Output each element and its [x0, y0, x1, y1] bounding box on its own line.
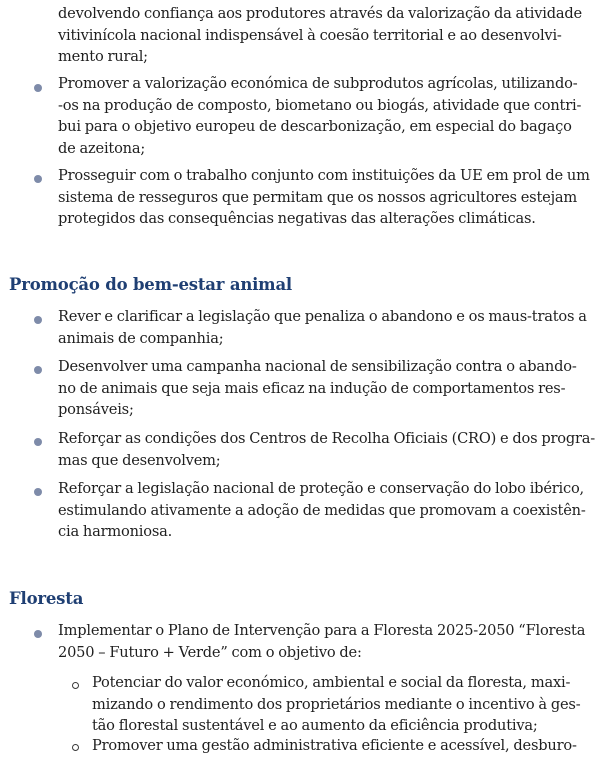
- text-line: mizando o rendimento dos proprietários mediante o incentivo à ges-: [92, 695, 581, 713]
- bullet-icon: [34, 630, 42, 638]
- text-line: Promover a valorização económica de subprodutos agrícolas, utilizando-: [58, 75, 578, 92]
- text-line: animais de companhia;: [58, 329, 224, 347]
- text-line: Promover uma gestão administrativa eficiente e acessível, desburo-: [92, 737, 577, 754]
- text-line: mas que desenvolvem;: [58, 451, 221, 469]
- text-line: cia harmoniosa.: [58, 523, 173, 540]
- continued-paragraph: [58, 3, 582, 68]
- section-heading-forest: Floresta: [9, 589, 84, 608]
- text-line: Rever e clarificar a legislação que penaliza o abandono e os maus-tratos a: [58, 308, 587, 325]
- text-line: Implementar o Plano de Intervenção para a Floresta 2025-2050 “Floresta: [58, 622, 586, 639]
- text-line: Reforçar as condições dos Centros de Recolha Oficiais (CRO) e dos progra-: [58, 430, 595, 447]
- text-line: mento rural;: [58, 48, 148, 65]
- list-item: [58, 478, 586, 543]
- bullet-icon: [34, 175, 42, 183]
- text-line: -os na produção de composto, biometano ou biogás, atividade que contri-: [58, 96, 582, 114]
- sub-bullet-icon: [72, 744, 79, 751]
- text-line: devolvendo confiança aos produtores através da valorização da atividade: [58, 5, 582, 22]
- list-item: [58, 356, 577, 421]
- text-line: tão florestal sustentável e ao aumento da eficiência produtiva;: [92, 717, 538, 734]
- text-line: Potenciar do valor económico, ambiental e social da floresta, maxi-: [92, 674, 571, 691]
- text-line: de azeitona;: [58, 139, 146, 157]
- list-item: [58, 165, 590, 230]
- text-line: vitivinícola nacional indispensável à coesão territorial e ao desenvolvi-: [58, 26, 562, 44]
- list-item: [58, 73, 582, 159]
- bullet-icon: [34, 84, 42, 92]
- text-line: bui para o objetivo europeu de descarbonização, em especial do bagaço: [58, 118, 572, 135]
- bullet-icon: [34, 438, 42, 446]
- bullet-icon: [34, 366, 42, 374]
- text-line: Reforçar a legislação nacional de proteção e conservação do lobo ibérico,: [58, 480, 584, 497]
- list-item: [58, 428, 595, 471]
- sub-list-item: [92, 735, 577, 757]
- section-heading-animal-welfare: Promoção do bem-estar animal: [9, 275, 292, 294]
- sub-list-item: [92, 672, 581, 737]
- bullet-icon: [34, 488, 42, 496]
- sub-bullet-icon: [72, 682, 79, 689]
- text-line: no de animais que seja mais eficaz na indução de comportamentos res-: [58, 379, 566, 397]
- list-item: [58, 620, 586, 663]
- text-line: estimulando ativamente a adoção de medidas que promovam a coexistên-: [58, 501, 586, 519]
- text-line: ponsáveis;: [58, 401, 134, 418]
- bullet-icon: [34, 316, 42, 324]
- text-line: Prosseguir com o trabalho conjunto com instituições da UE em prol de um: [58, 167, 590, 184]
- list-item: [58, 306, 587, 349]
- text-line: sistema de resseguros que permitam que os nossos agricultores estejam: [58, 188, 578, 206]
- text-line: Desenvolver uma campanha nacional de sensibilização contra o abando-: [58, 358, 577, 375]
- text-line: 2050 – Futuro + Verde” com o objetivo de:: [58, 643, 362, 661]
- text-line: protegidos das consequências negativas das alterações climáticas.: [58, 210, 536, 227]
